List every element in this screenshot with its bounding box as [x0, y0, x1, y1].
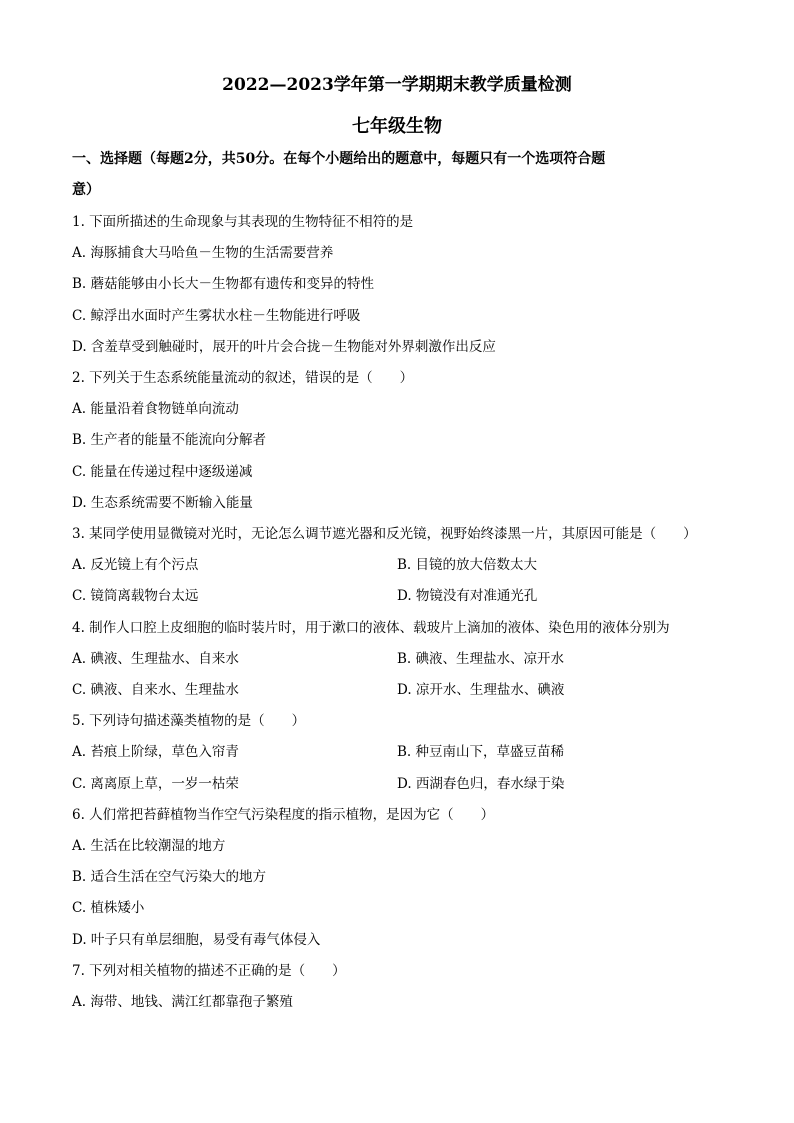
question-3-option-b: B. 目镜的放大倍数太大: [397, 557, 538, 573]
question-5-stem: 5. 下列诗句描述藻类植物的是（ ）: [72, 713, 306, 729]
question-6-option-c: C. 植株矮小: [72, 900, 145, 916]
question-1-option-c: C. 鲸浮出水面时产生雾状水柱－生物能进行呼吸: [72, 308, 361, 324]
question-3-option-c: C. 镜筒离载物台太远: [72, 588, 199, 604]
question-4-option-a: A. 碘液、生理盐水、自来水: [72, 651, 239, 667]
question-1-stem: 1. 下面所描述的生命现象与其表现的生物特征不相符的是: [72, 214, 414, 230]
question-5-option-a: A. 苔痕上阶绿，草色入帘青: [72, 744, 239, 760]
question-6-stem: 6. 人们常把苔藓植物当作空气污染程度的指示植物，是因为它（ ）: [72, 807, 495, 823]
question-2-option-c: C. 能量在传递过程中逐级递减: [72, 464, 253, 480]
question-5-option-b: B. 种豆南山下，草盛豆苗稀: [397, 744, 565, 760]
question-4-option-b: B. 碘液、生理盐水、凉开水: [397, 651, 565, 667]
question-7-option-a: A. 海带、地钱、满江红都靠孢子繁殖: [72, 994, 293, 1010]
question-3-option-a: A. 反光镜上有个污点: [72, 557, 199, 573]
exam-title: 2022—2023学年第一学期期末教学质量检测: [222, 75, 572, 95]
question-1-option-d: D. 含羞草受到触碰时，展开的叶片会合拢－生物能对外界刺激作出反应: [72, 339, 496, 355]
section-heading-line2: 意）: [72, 182, 100, 198]
question-2-option-a: A. 能量沿着食物链单向流动: [72, 401, 239, 417]
question-4-option-d: D. 凉开水、生理盐水、碘液: [397, 682, 565, 698]
question-6-option-d: D. 叶子只有单层细胞，易受有毒气体侵入: [72, 932, 321, 948]
question-3-stem: 3. 某同学使用显微镜对光时，无论怎么调节遮光器和反光镜，视野始终漆黑一片，其原因可能是（ ）: [72, 526, 697, 542]
question-5-option-c: C. 离离原上草，一岁一枯荣: [72, 776, 239, 792]
exam-subtitle: 七年级生物: [352, 116, 442, 137]
question-2-option-d: D. 生态系统需要不断输入能量: [72, 495, 253, 511]
question-3-option-d: D. 物镜没有对准通光孔: [397, 588, 538, 604]
section-heading-line1: 一、选择题（每题2分，共50分。在每个小题给出的题意中，每题只有一个选项符合题: [72, 151, 606, 167]
question-2-stem: 2. 下列关于生态系统能量流动的叙述，错误的是（ ）: [72, 370, 414, 386]
question-5-option-d: D. 西湖春色归，春水绿于染: [397, 776, 565, 792]
question-7-stem: 7. 下列对相关植物的描述不正确的是（ ）: [72, 963, 346, 979]
question-4-stem: 4. 制作人口腔上皮细胞的临时装片时，用于漱口的液体、载玻片上滴加的液体、染色用的液体分别为: [72, 620, 670, 636]
question-6-option-b: B. 适合生活在空气污染大的地方: [72, 869, 267, 885]
question-1-option-b: B. 蘑菇能够由小长大－生物都有遗传和变异的特性: [72, 276, 375, 292]
question-4-option-c: C. 碘液、自来水、生理盐水: [72, 682, 239, 698]
question-2-option-b: B. 生产者的能量不能流向分解者: [72, 432, 267, 448]
question-1-option-a: A. 海豚捕食大马哈鱼－生物的生活需要营养: [72, 245, 334, 261]
question-6-option-a: A. 生活在比较潮湿的地方: [72, 838, 226, 854]
